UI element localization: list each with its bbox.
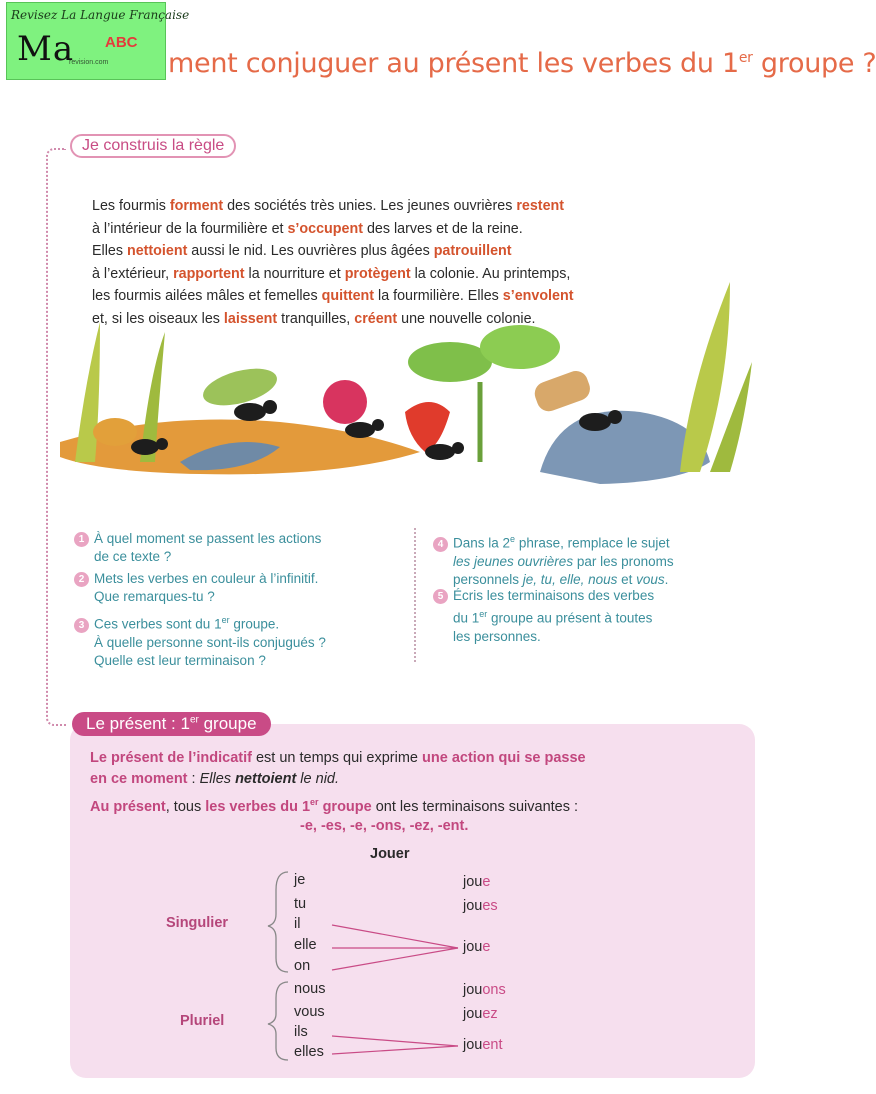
question-4: 4 Dans la 2e phrase, remplace le sujet les jeunes ouvrières par les pronoms personnels je, tu, elle, nous et vous. xyxy=(433,530,674,589)
section-heading-present: Le présent : 1er groupe xyxy=(72,712,271,736)
paragraph-text: la nourriture et xyxy=(244,265,345,282)
paragraph-text: et, si les oiseaux les xyxy=(92,310,224,327)
highlighted-verb: protègent xyxy=(344,265,411,282)
paragraph-text: à l’intérieur de la fourmilière et xyxy=(92,220,288,237)
highlighted-verb: restent xyxy=(516,198,565,214)
paragraph-text: la fourmilière. Elles xyxy=(374,288,503,304)
verb-form: joue xyxy=(463,874,491,890)
question-1: 1 À quel moment se passent les actions de ce texte ? xyxy=(74,530,321,566)
pronoun: je xyxy=(294,872,306,888)
ants-illustration xyxy=(40,262,760,492)
verb-form: jouent xyxy=(463,1037,503,1053)
verb-heading: Jouer xyxy=(370,846,410,862)
verb-form: jouez xyxy=(463,1006,498,1022)
paragraph-line xyxy=(92,218,652,241)
highlighted-verb: rapportent xyxy=(173,265,245,282)
highlighted-verb: forment xyxy=(169,198,224,214)
question-number: 1 xyxy=(74,532,89,547)
abc-badge-text: ABC xyxy=(105,34,138,51)
paragraph-line xyxy=(92,195,652,218)
peanut-shell xyxy=(531,368,593,415)
sprout-leaf xyxy=(480,325,560,369)
highlighted-verb: créent xyxy=(354,310,398,327)
section-heading-rule-building: Je construis la règle xyxy=(70,134,236,158)
paragraph-text: aussi le nid. Les ouvrières plus âgées xyxy=(187,243,434,259)
question-number: 5 xyxy=(433,589,448,604)
paragraph-line xyxy=(92,240,652,263)
rule-line-3: Au présent, tous les verbes du 1er groupe ont les terminaisons suivantes : xyxy=(90,797,579,815)
pronoun: elles xyxy=(294,1044,324,1060)
pronoun: nous xyxy=(294,981,326,997)
paragraph-text: Les fourmis xyxy=(92,198,170,214)
highlighted-verb: patrouillent xyxy=(433,243,512,259)
question-number: 2 xyxy=(74,572,89,587)
paragraph-text: des larves et de la reine. xyxy=(362,220,523,237)
seed-shell xyxy=(93,418,137,446)
question-number: 4 xyxy=(433,537,448,552)
highlighted-verb: s’envolent xyxy=(502,288,574,304)
question-number: 3 xyxy=(74,618,89,633)
pronoun: tu xyxy=(294,896,307,912)
highlighted-verb: nettoient xyxy=(126,243,188,259)
singular-label: Singulier xyxy=(166,915,229,931)
question-2: 2 Mets les verbes en couleur à l’infinitif. Que remarques-tu ? xyxy=(74,570,318,606)
connector-on xyxy=(332,948,458,970)
paragraph-text: à l’extérieur, xyxy=(92,265,174,282)
highlighted-verb: s’occupent xyxy=(287,220,363,237)
verb-form: joue xyxy=(463,939,491,955)
highlighted-verb: quittent xyxy=(321,288,375,304)
paragraph-text: la colonie. Au printemps, xyxy=(410,265,571,282)
abc-badge-icon xyxy=(103,29,145,53)
site-logo xyxy=(6,2,190,80)
connector-il xyxy=(332,925,458,948)
paragraph-text: des sociétés très unies. Les jeunes ouvrières xyxy=(223,198,517,214)
plural-brace xyxy=(268,982,288,1060)
highlighted-verb: laissent xyxy=(223,310,278,327)
verb-form: joues xyxy=(463,898,498,914)
paragraph-text: Elles xyxy=(92,243,127,259)
grass-blade xyxy=(75,322,100,462)
rule-line-1: Le présent de l’indicatif est un temps qui exprime une action qui se passe xyxy=(90,750,586,766)
questions-divider xyxy=(414,528,416,662)
pronoun: il xyxy=(294,916,301,932)
pronoun: vous xyxy=(294,1004,325,1020)
pronoun: elle xyxy=(294,937,317,953)
plural-label: Pluriel xyxy=(180,1013,225,1029)
endings-list: -e, -es, -e, -ons, -ez, -ent. xyxy=(300,818,469,834)
pronoun: on xyxy=(294,958,311,974)
rule-line-2: en ce moment : Elles nettoient le nid. xyxy=(90,771,340,787)
logo-brand: Ma xyxy=(17,29,75,69)
question-3: 3 Ces verbes sont du 1er groupe. À quelle personne sont-ils conjugués ? Quelle est leur terminaison ? xyxy=(74,611,326,670)
question-5: 5 Écris les terminaisons des verbes du 1er groupe au présent à toutes les personnes. xyxy=(433,587,654,646)
pronoun: ils xyxy=(294,1024,308,1040)
logo-tagline: Revisez La Langue Française xyxy=(11,8,190,22)
verb-form: jouons xyxy=(463,982,506,998)
singular-brace xyxy=(268,872,288,972)
sprout-leaf xyxy=(408,342,492,382)
page-title: ment conjuguer au présent les verbes du 1er groupe ? xyxy=(168,48,876,79)
raspberry xyxy=(323,380,367,424)
connector-ils xyxy=(332,1036,458,1046)
connector-elles xyxy=(332,1046,458,1054)
paragraph-text: les fourmis ailées mâles et femelles xyxy=(92,288,322,304)
paragraph-text: tranquilles, xyxy=(277,310,355,327)
paragraph-text: une nouvelle colonie. xyxy=(397,310,536,327)
logo-site: revision.com xyxy=(69,59,109,66)
